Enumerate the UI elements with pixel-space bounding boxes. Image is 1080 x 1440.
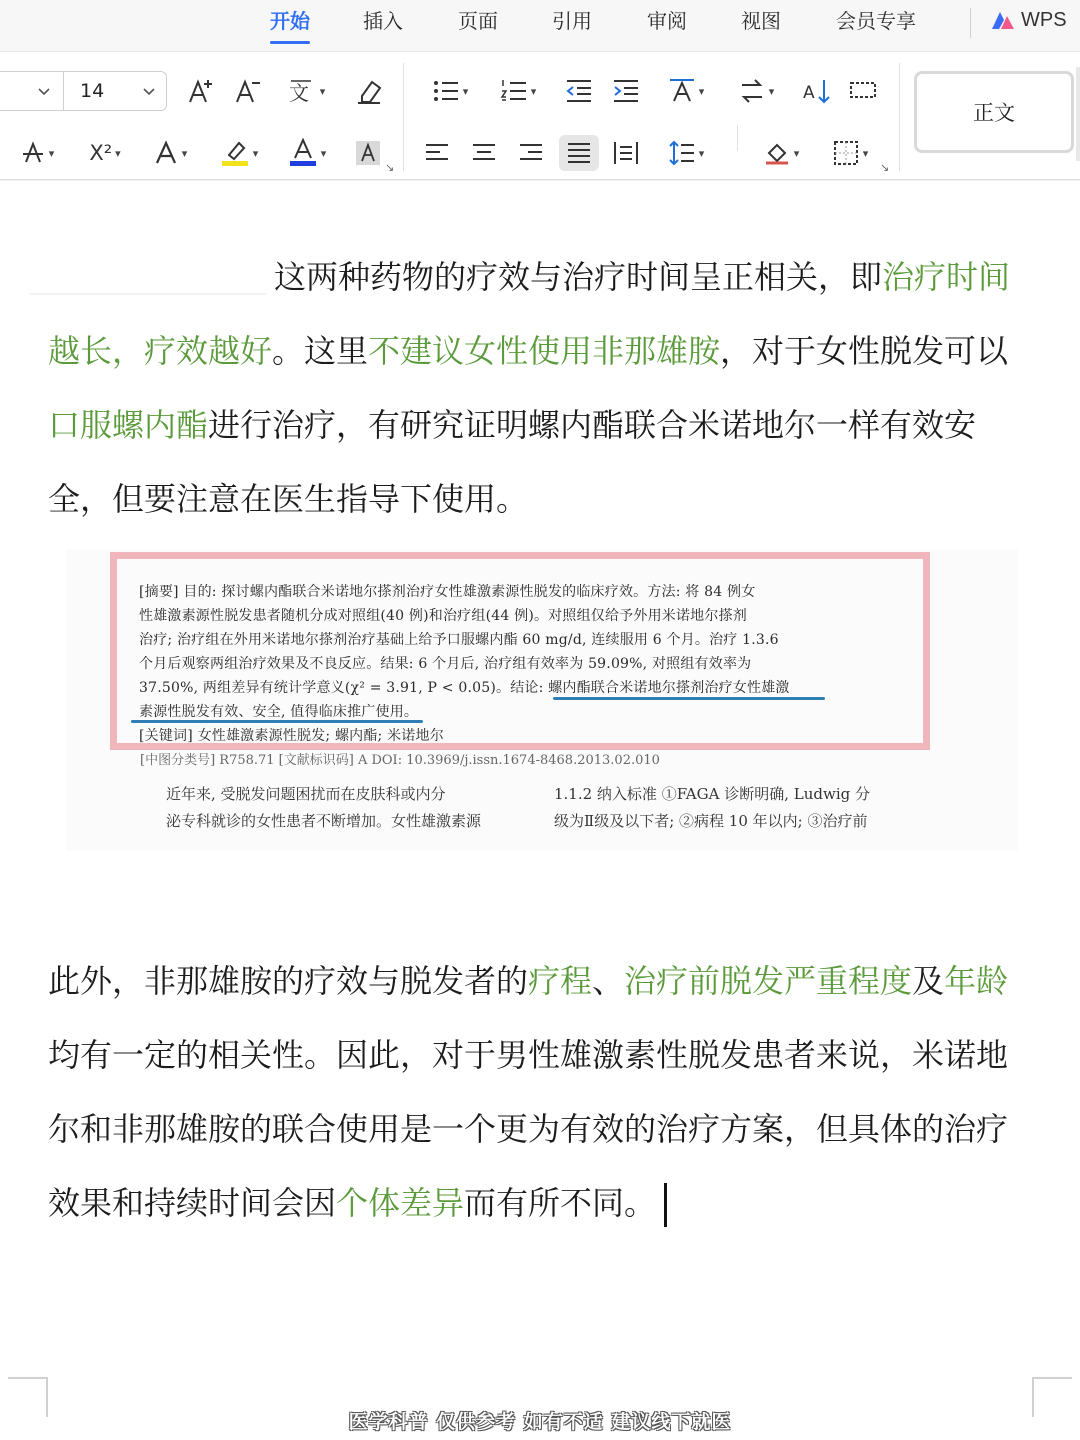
chevron-down-icon (142, 84, 156, 98)
tab-home[interactable]: 开始 (270, 6, 310, 40)
keywords-line: [关键词] 女性雄激素源性脱发; 螺内酯; 米诺地尔 (139, 728, 444, 744)
svg-text:A: A (803, 83, 815, 103)
tab-divider (970, 8, 971, 38)
shrink-font-icon (233, 76, 263, 106)
ribbon-separator (403, 63, 404, 171)
paragraph-2[interactable] (48, 944, 1038, 1240)
text-effect-icon (153, 140, 179, 166)
menu-tab-bar (0, 0, 1080, 52)
tab-page[interactable]: 页面 (458, 9, 498, 33)
borders-button[interactable] (824, 135, 876, 171)
font-dialog-launcher-icon[interactable]: ↘ (385, 161, 395, 174)
tab-member[interactable]: 会员专享 (836, 9, 916, 33)
align-center-button[interactable] (467, 135, 501, 171)
chevron-down-icon: ▾ (462, 84, 469, 98)
body-line: 1.1.2 纳入标准 ①FAGA 诊断明确, Ludwig 分 (554, 785, 870, 803)
body-column-left (166, 781, 481, 835)
font-color-icon (288, 138, 318, 168)
conclusion-underline (553, 697, 825, 700)
font-size-combo[interactable] (63, 71, 167, 111)
highlight-color-button[interactable] (213, 135, 265, 171)
superscript-label: X² (89, 141, 113, 165)
align-left-icon (424, 140, 450, 166)
abstract-line: 性雄激素源性脱发患者随机分成对照组(40 例)和治疗组(44 例)。对照组仅给予外用米诺地尔搽剂 (139, 608, 747, 624)
abstract-line: 素源性脱发有效、安全, 值得临床推广使用。 (139, 704, 419, 720)
strikethrough-button[interactable] (12, 135, 62, 171)
text-effect-button[interactable] (145, 135, 195, 171)
disclaimer-caption: 医学科普 仅供参考 如有不适 建议线下就医 (348, 1411, 732, 1433)
chevron-down-icon: ▾ (115, 146, 121, 160)
line-spacing-button[interactable] (660, 135, 712, 171)
chevron-down-icon: ▾ (319, 84, 326, 98)
highlighted-text: 不建议女性使用非那雄胺 (368, 332, 721, 370)
text-run: 而有所不同。 (464, 1184, 657, 1222)
document-canvas[interactable] (0, 181, 1080, 1440)
superscript-button[interactable] (80, 135, 130, 171)
eraser-icon (354, 76, 384, 106)
ribbon-separator (737, 125, 738, 151)
align-center-icon (471, 140, 497, 166)
grow-font-button[interactable] (184, 73, 218, 109)
highlighter-icon (220, 138, 250, 168)
embedded-paper-image[interactable] (66, 549, 1018, 851)
body-column-right (554, 781, 870, 835)
font-color-button[interactable] (281, 135, 333, 171)
abstract-line: 治疗; 治疗组在外用米诺地尔搽剂治疗基础上给予口服螺内酯 60 mg/d, 连续服用 6 个月。治疗 1.3.6 (139, 632, 779, 648)
ribbon-toolbar (0, 53, 1080, 180)
abstract-line: 个月后观察两组治疗效果及不良反应。结果: 6 个月后, 治疗组有效率为 59.09%, 对照组有效率为 (139, 656, 752, 672)
abstract-highlight-frame (110, 552, 930, 750)
numbered-list-button[interactable] (492, 73, 544, 109)
highlighted-text: 年龄 (944, 962, 1009, 1000)
bullet-list-icon (432, 77, 460, 105)
decrease-indent-icon (565, 77, 593, 105)
abstract-line: 37.50%, 两组差异有统计学意义(χ² = 3.91, P < 0.05)。结论: 螺内酯联合米诺地尔搽剂治疗女性雄激 (139, 680, 790, 696)
font-size-value: 14 (80, 80, 105, 102)
body-line: 近年来, 受脱发问题困扰而在皮肤科或内分 (166, 785, 446, 803)
paragraph-dialog-launcher-icon[interactable]: ↘ (880, 161, 890, 174)
highlighted-text: 口服螺内酯 (48, 406, 209, 444)
borders-icon (832, 139, 860, 167)
text-run: 这两种药物的疗效与治疗时间呈正相关，即 (274, 258, 883, 296)
chevron-down-icon: ▾ (181, 146, 188, 160)
align-left-button[interactable] (420, 135, 454, 171)
paragraph-1[interactable] (48, 240, 1038, 536)
chevron-down-icon: ▾ (698, 84, 705, 98)
conclusion-underline (131, 720, 423, 723)
paragraph-marks-icon (848, 76, 878, 106)
text-run: 及 (912, 962, 945, 1000)
text-direction-button[interactable] (660, 73, 712, 109)
align-right-button[interactable] (514, 135, 548, 171)
phonetic-guide-icon (287, 76, 317, 106)
chevron-down-icon: ▾ (698, 146, 705, 160)
abstract-line: [摘要] 目的: 探讨螺内酯联合米诺地尔搽剂治疗女性雄激素源性脱发的临床疗效。方法: 将 84 例女 (139, 584, 756, 600)
wps-brand-label: WPS (1021, 8, 1067, 31)
chevron-down-icon: ▾ (793, 146, 800, 160)
style-gallery-edge (1076, 67, 1080, 161)
chevron-down-icon: ▾ (252, 146, 259, 160)
strikethrough-icon (20, 140, 46, 166)
body-line: 级为Ⅱ级及以下者; ②病程 10 年以内; ③治疗前 (554, 812, 868, 830)
chevron-down-icon: ▾ (768, 84, 775, 98)
align-right-icon (518, 140, 544, 166)
numbered-list-icon (500, 77, 528, 105)
body-line: 泌专科就诊的女性患者不断增加。女性雄激素源 (166, 812, 482, 830)
chevron-down-icon: ▾ (48, 146, 55, 160)
text-run: ，对于女性脱发可以 (720, 332, 1009, 370)
chinese-layout-icon (738, 77, 766, 105)
ribbon-separator (899, 63, 900, 171)
highlighted-text: 治疗前脱发严重程度 (624, 962, 913, 1000)
sort-icon (802, 76, 832, 106)
chevron-down-icon (37, 84, 51, 98)
text-run: 此外，非那雄胺的疗效与脱发者的 (48, 962, 529, 1000)
chevron-down-icon: ▾ (320, 146, 327, 160)
paragraph-shading-button[interactable] (755, 135, 807, 171)
highlighted-text: 治疗时间越长，疗效越好 (48, 258, 1011, 370)
wps-logo-icon (990, 9, 1016, 31)
text-run: 进行治疗，有研究证明螺内酯联合米诺地尔一样有效安全，但要注意在医生指导下使用。 (48, 406, 977, 518)
chevron-down-icon: ▾ (862, 146, 869, 160)
phonetic-guide-button[interactable] (281, 73, 331, 109)
increase-indent-icon (612, 77, 640, 105)
text-run: 。这里 (272, 332, 369, 370)
tab-review[interactable]: 审阅 (647, 9, 687, 33)
clear-format-button[interactable] (352, 73, 386, 109)
sort-button[interactable] (800, 73, 834, 109)
text-direction-icon (668, 77, 696, 105)
increase-indent-button[interactable] (609, 73, 643, 109)
character-shading-button[interactable] (352, 135, 384, 171)
font-name-combo[interactable] (0, 71, 64, 111)
paint-bucket-icon (763, 139, 791, 167)
wps-ai-button[interactable] (990, 5, 1067, 35)
shrink-font-button[interactable] (231, 73, 265, 109)
decrease-indent-button[interactable] (562, 73, 596, 109)
style-normal-card[interactable] (914, 71, 1074, 153)
chinese-layout-button[interactable] (730, 73, 782, 109)
tab-insert[interactable]: 插入 (363, 9, 403, 33)
grow-font-icon (186, 76, 216, 106)
line-spacing-icon (668, 139, 696, 167)
highlighted-text: 个体差异 (336, 1184, 465, 1222)
chevron-down-icon: ▾ (530, 84, 537, 98)
justify-icon (566, 140, 592, 166)
tab-references[interactable]: 引用 (552, 9, 592, 33)
highlighted-text: 疗程 (528, 962, 593, 1000)
text-run: 均有一定的相关性。因此，对于男性雄激素性脱发患者来说，米诺地尔和非那雄胺的联合使用是一个更为有效的治疗方案，但具体的治疗效果和持续时间会因 (48, 1036, 1009, 1222)
text-cursor (664, 1183, 667, 1227)
show-hide-marks-button[interactable] (846, 73, 880, 109)
distribute-button[interactable] (609, 135, 643, 171)
svg-text:文: 文 (288, 81, 309, 105)
style-normal-label: 正文 (973, 101, 1015, 125)
character-shading-icon (354, 139, 382, 167)
distribute-icon (612, 139, 640, 167)
classification-line: [中图分类号] R758.71 [文献标识码] A DOI: 10.3969/j.issn.1674-8468.2013.02.010 (140, 753, 660, 768)
text-run: 、 (592, 962, 625, 1000)
tab-view[interactable]: 视图 (741, 9, 781, 33)
justify-button[interactable] (559, 135, 599, 171)
bullet-list-button[interactable] (424, 73, 476, 109)
